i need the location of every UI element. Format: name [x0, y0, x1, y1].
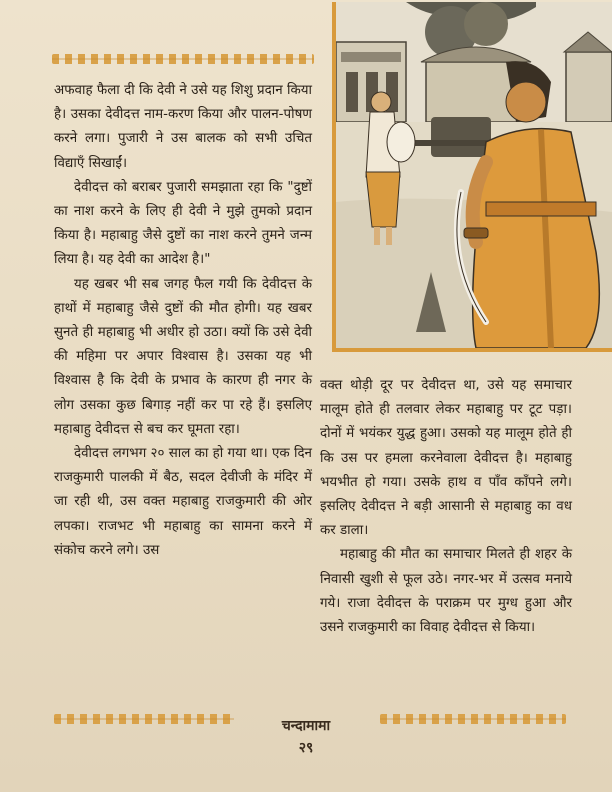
bottom-left-ornament-border: [54, 714, 234, 724]
right-paragraph-2: महाबाहु की मौत का समाचार मिलते ही शहर के निवासी खुशी से फूल उठे। नगर-भर में उत्सव मनाये गये। राजा देवीदत्त के पराक्रम पर मुग्ध हुआ और उसने राजकुमारी का विवाह देवीदत्त से किया।: [320, 547, 572, 636]
magazine-title: चन्दामामा: [281, 718, 331, 734]
left-paragraph-2: देवीदत्त को बराबर पुजारी समझाता रहा कि "दुष्टों का नाश करने के लिए ही देवी ने मुझे तुमको प्रदान किया है। महाबाहु जैसे दुष्टों का नाश करने तुमने जन्म लिया है। यह देवी का आदेश है।": [54, 179, 312, 268]
left-paragraph-3: यह खबर भी सब जगह फैल गयी कि देवीदत्त के हाथों में महाबाहु जैसे दुष्टों की मौत होगी। यह खबर सुनते ही महाबाहु भी अधीर हो उठा। क्यों कि उसे देवी की महिमा पर अपार विश्वास है। उसका यह भी विश्वास है कि देवी के प्रभाव के कारण ही नगर के लोग उसका कुछ बिगाड़ नहीं कर पा रहे हैं। इसलिए महाबाहु देवीदत्त से बच कर घूमता रहा।: [54, 276, 312, 437]
right-text-column: [320, 374, 572, 640]
right-paragraph-1: वक्त थोड़ी दूर पर देवीदत्त था, उसे यह समाचार मालूम होते ही तलवार लेकर महाबाहु पर टूट पड़ा। दोनों में भयंकर युद्ध हुआ। उसको यह मालूम होते ही कि उस पर हमला करनेवाला देवीदत्त है। महाबाहु भयभीत हो गया। उसके हाथ व पाँव काँपने लगे। इसलिए देवीदत्त ने बड़ी आसानी से महाबाहु का वध कर डाला।: [320, 378, 572, 539]
warrior-temple-illustration-icon: [336, 2, 612, 348]
left-paragraph-1: अफवाह फैला दी कि देवी ने उसे यह शिशु प्रदान किया है। उसका देवीदत्त नाम-करण किया और पालन-पोषण करने लगा। पुजारी ने उस बालक को सभी उचित विद्याएँ सिखाईं।: [54, 83, 312, 171]
left-text-column: [54, 79, 312, 563]
bottom-right-ornament-border: [380, 714, 566, 724]
left-paragraph-4: देवीदत्त लगभग २० साल का हो गया था। एक दिन राजकुमारी पालकी में बैठ, सदल देवीजी के मंदिर में जा रही थी, उस वक्त महाबाहु राजकुमारी की ओर लपका। राजभट भी महाबाहु का सामना करने में संकोच करने लगे। उस: [54, 446, 312, 558]
illustration: [332, 2, 612, 352]
top-ornament-border: [52, 54, 314, 64]
page-number: २९: [298, 740, 314, 756]
